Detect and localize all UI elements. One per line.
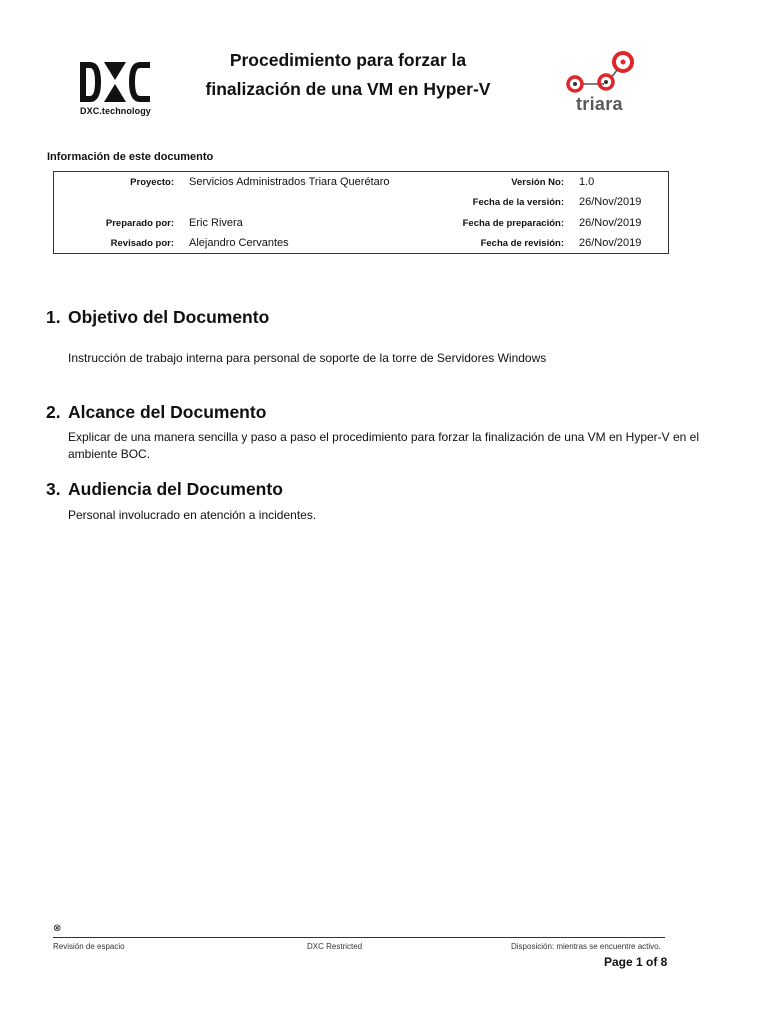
footer-left-text: Revisión de espacio — [53, 942, 125, 951]
page-number: Page 1 of 8 — [604, 955, 668, 969]
prepared-by-label: Preparado por: — [105, 218, 174, 229]
section-1-number: 1. — [46, 307, 61, 327]
preparation-date-value: 26/Nov/2019 — [579, 217, 642, 229]
section-2-heading — [46, 402, 266, 423]
footer-center-text: DXC Restricted — [307, 942, 363, 951]
reviewed-by-label: Revisado por: — [110, 238, 174, 249]
reviewed-by-value: Alejandro Cervantes — [189, 237, 289, 249]
section-2-body: Explicar de una manera sencilla y paso a paso el procedimiento para forzar la finalización de una VM en Hyper-V en el ambiente BOC. — [68, 430, 700, 461]
section-3-body: Personal involucrado en atención a incidentes. — [68, 508, 317, 522]
section-1-body: Instrucción de trabajo interna para personal de soporte de la torre de Servidores Windows — [68, 351, 547, 365]
section-3-title: Audiencia del Documento — [68, 479, 283, 499]
document-title-line-2: finalización de una VM en Hyper-V — [205, 79, 491, 99]
info-table — [53, 171, 669, 254]
version-label: Versión No: — [511, 177, 564, 188]
footer-mark-icon: ⊗ — [53, 923, 62, 934]
footer-right-text: Disposición: mientras se encuentre activo. — [511, 942, 661, 951]
review-date-value: 26/Nov/2019 — [579, 237, 642, 249]
project-label: Proyecto: — [130, 177, 174, 188]
section-2-number: 2. — [46, 402, 61, 422]
triara-wordmark: triara — [576, 94, 623, 114]
section-1-title: Objetivo del Documento — [68, 307, 270, 327]
section-2-title: Alcance del Documento — [68, 402, 267, 422]
section-1-heading — [46, 307, 269, 328]
footer-divider — [53, 937, 665, 938]
preparation-date-label: Fecha de preparación: — [462, 218, 564, 229]
section-3-number: 3. — [46, 479, 61, 499]
version-value: 1.0 — [579, 176, 595, 188]
document-title — [180, 46, 516, 104]
version-date-value: 26/Nov/2019 — [579, 196, 642, 208]
dxc-tagline: DXC.technology — [80, 106, 151, 116]
prepared-by-value: Eric Rivera — [189, 217, 243, 229]
project-value: Servicios Administrados Triara Querétaro — [189, 176, 390, 188]
version-date-label: Fecha de la versión: — [472, 197, 564, 208]
document-title-line-1: Procedimiento para forzar la — [229, 50, 467, 70]
section-3-heading — [46, 479, 283, 500]
info-heading: Información de este documento — [47, 151, 214, 163]
review-date-label: Fecha de revisión: — [480, 238, 564, 249]
